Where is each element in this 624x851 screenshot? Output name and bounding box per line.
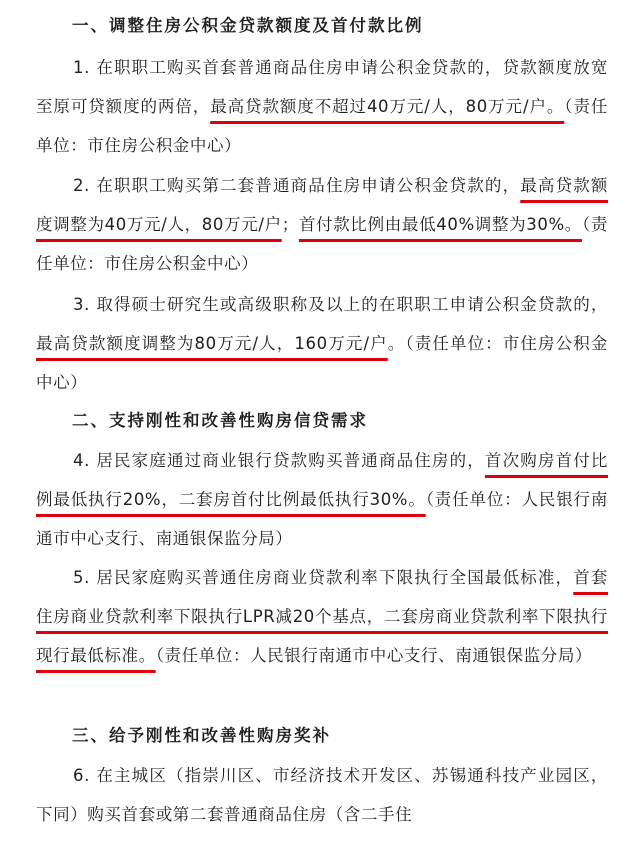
item-2-responsibility: （责任单位：市住房公积金中心） bbox=[36, 215, 608, 273]
item-5-paragraph bbox=[36, 558, 608, 675]
item-1-responsibility: （责任单位：市住房公积金中心） bbox=[36, 97, 608, 155]
item-4-paragraph bbox=[36, 441, 608, 558]
item-2-paragraph bbox=[36, 166, 608, 283]
item-4-highlight: 首次购房首付比例最低执行20%，二套房首付比例最低执行30%。 bbox=[36, 451, 608, 509]
item-2-text: 2. 在职职工购买第二套普通商品住房申请公积金贷款的， bbox=[73, 176, 521, 195]
item-6-paragraph bbox=[36, 756, 608, 834]
section-heading-1: 一、调整住房公积金贷款额度及首付款比例 bbox=[72, 16, 424, 35]
item-2-highlight-2: 首付款比例由最低40%调整为30%。 bbox=[298, 215, 582, 234]
item-6-text: 6. 在主城区（指崇川区、市经济技术开发区、苏锡通科技产业园区，下同）购买首套或第二套普通商品住房（含二手住 bbox=[36, 766, 608, 824]
item-5-text: 5. 居民家庭购买普通住房商业贷款利率下限执行全国最低标准， bbox=[73, 568, 574, 587]
item-3-responsibility: 。（责任单位：市住房公积金中心） bbox=[36, 334, 608, 392]
item-1-paragraph bbox=[36, 48, 608, 165]
section-heading-2: 二、支持刚性和改善性购房信贷需求 bbox=[72, 411, 368, 430]
item-2-separator: ； bbox=[281, 215, 299, 234]
item-3-paragraph bbox=[36, 285, 608, 402]
item-1-highlight: 最高贷款额度不超过40万元/人，80万元/户。 bbox=[210, 97, 565, 116]
section-heading-3: 三、给予刚性和改善性购房奖补 bbox=[72, 726, 331, 745]
item-2-highlight-1: 最高贷款额度调整为40万元/人，80万元/户 bbox=[36, 176, 608, 234]
item-1-text: 1. 在职职工购买首套普通商品住房申请公积金贷款的，贷款额度放宽至原可贷额度的两倍， bbox=[36, 58, 608, 116]
item-5-responsibility: （责任单位：人民银行南通市中心支行、南通银保监分局） bbox=[155, 646, 593, 665]
item-3-text: 3. 取得硕士研究生或高级职称及以上的在职职工申请公积金贷款的， bbox=[73, 295, 608, 314]
item-4-responsibility: （责任单位：人民银行南通市中心支行、南通银保监分局） bbox=[36, 490, 609, 548]
item-4-text: 4. 居民家庭通过商业银行贷款购买普通商品住房的， bbox=[73, 451, 485, 470]
item-3-highlight: 最高贷款额度调整为80万元/人，160万元/户 bbox=[36, 334, 388, 353]
item-5-highlight: 首套住房商业贷款利率下限执行LPR减20个基点，二套房商业贷款利率下限执行现行最低标准。 bbox=[36, 568, 608, 665]
